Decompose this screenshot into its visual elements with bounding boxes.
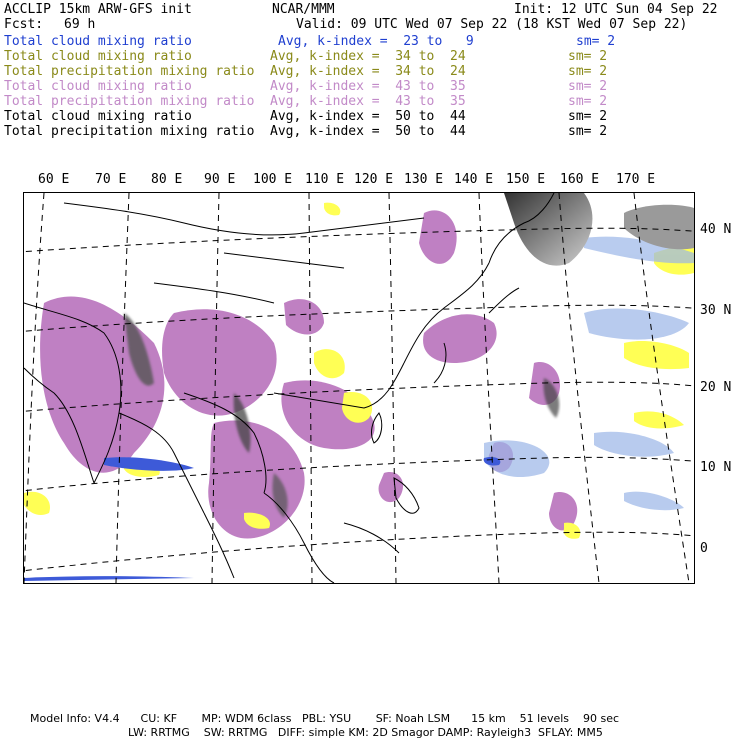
footer-model-info: Model Info: V4.4 CU: KF MP: WDM 6class PBL: YSU SF: Noah LSM 15 km 51 levels 90 sec xyxy=(30,712,620,725)
fcst-label: Fcst: xyxy=(4,17,44,32)
field-name: Total precipitation mixing ratio xyxy=(4,94,255,109)
lon-label: 160 E xyxy=(560,172,600,187)
field-name: Total precipitation mixing ratio xyxy=(4,64,255,79)
fcst-value: 69 h xyxy=(64,17,96,32)
lon-label: 100 E xyxy=(253,172,293,187)
field-name: Total precipitation mixing ratio xyxy=(4,124,255,139)
field-sm: sm= 2 xyxy=(568,124,608,139)
lon-label: 90 E xyxy=(204,172,236,187)
cloud-field-blue xyxy=(484,237,694,511)
field-stat: Avg, k-index = 43 to 35 xyxy=(270,79,466,94)
field-sm: sm= 2 xyxy=(576,34,616,49)
lat-label: 20 N xyxy=(700,380,732,395)
field-stat: Avg, k-index = 43 to 35 xyxy=(270,94,466,109)
map-canvas xyxy=(24,193,694,583)
field-name: Total cloud mixing ratio xyxy=(4,79,192,94)
field-stat: Avg, k-index = 50 to 44 xyxy=(270,124,466,139)
field-sm: sm= 2 xyxy=(568,79,608,94)
valid-time: Valid: 09 UTC Wed 07 Sep 22 (18 KST Wed 07 Sep 22) xyxy=(296,17,688,32)
field-sm: sm= 2 xyxy=(568,64,608,79)
map-panel xyxy=(23,192,695,584)
lon-label: 170 E xyxy=(616,172,656,187)
lon-label: 130 E xyxy=(404,172,444,187)
lon-label: 80 E xyxy=(151,172,183,187)
lon-label: 60 E xyxy=(38,172,70,187)
lat-label: 0 xyxy=(700,541,708,556)
footer-physics-info: LW: RRTMG SW: RRTMG DIFF: simple KM: 2D Smagor DAMP: Rayleigh3 SFLAY: MM5 xyxy=(128,726,603,739)
lon-label: 120 E xyxy=(354,172,394,187)
field-name: Total cloud mixing ratio xyxy=(4,109,192,124)
lon-label: 140 E xyxy=(454,172,494,187)
field-sm: sm= 2 xyxy=(568,109,608,124)
field-name: Total cloud mixing ratio xyxy=(4,49,192,64)
lat-label: 40 N xyxy=(700,222,732,237)
lon-label: 150 E xyxy=(506,172,546,187)
lat-label: 10 N xyxy=(700,460,732,475)
field-stat: Avg, k-index = 34 to 24 xyxy=(270,64,466,79)
field-stat: Avg, k-index = 23 to 9 xyxy=(278,34,474,49)
title-center: NCAR/MMM xyxy=(272,2,335,17)
field-stat: Avg, k-index = 50 to 44 xyxy=(270,109,466,124)
lat-label: 30 N xyxy=(700,303,732,318)
lon-label: 110 E xyxy=(305,172,345,187)
field-name: Total cloud mixing ratio xyxy=(4,34,192,49)
lon-label: 70 E xyxy=(95,172,127,187)
field-stat: Avg, k-index = 34 to 24 xyxy=(270,49,466,64)
field-sm: sm= 2 xyxy=(568,94,608,109)
field-sm: sm= 2 xyxy=(568,49,608,64)
init-time: Init: 12 UTC Sun 04 Sep 22 xyxy=(514,2,718,17)
title-left: ACCLIP 15km ARW-GFS init xyxy=(4,2,192,17)
cloud-field-purple xyxy=(40,210,577,538)
header xyxy=(0,0,740,150)
